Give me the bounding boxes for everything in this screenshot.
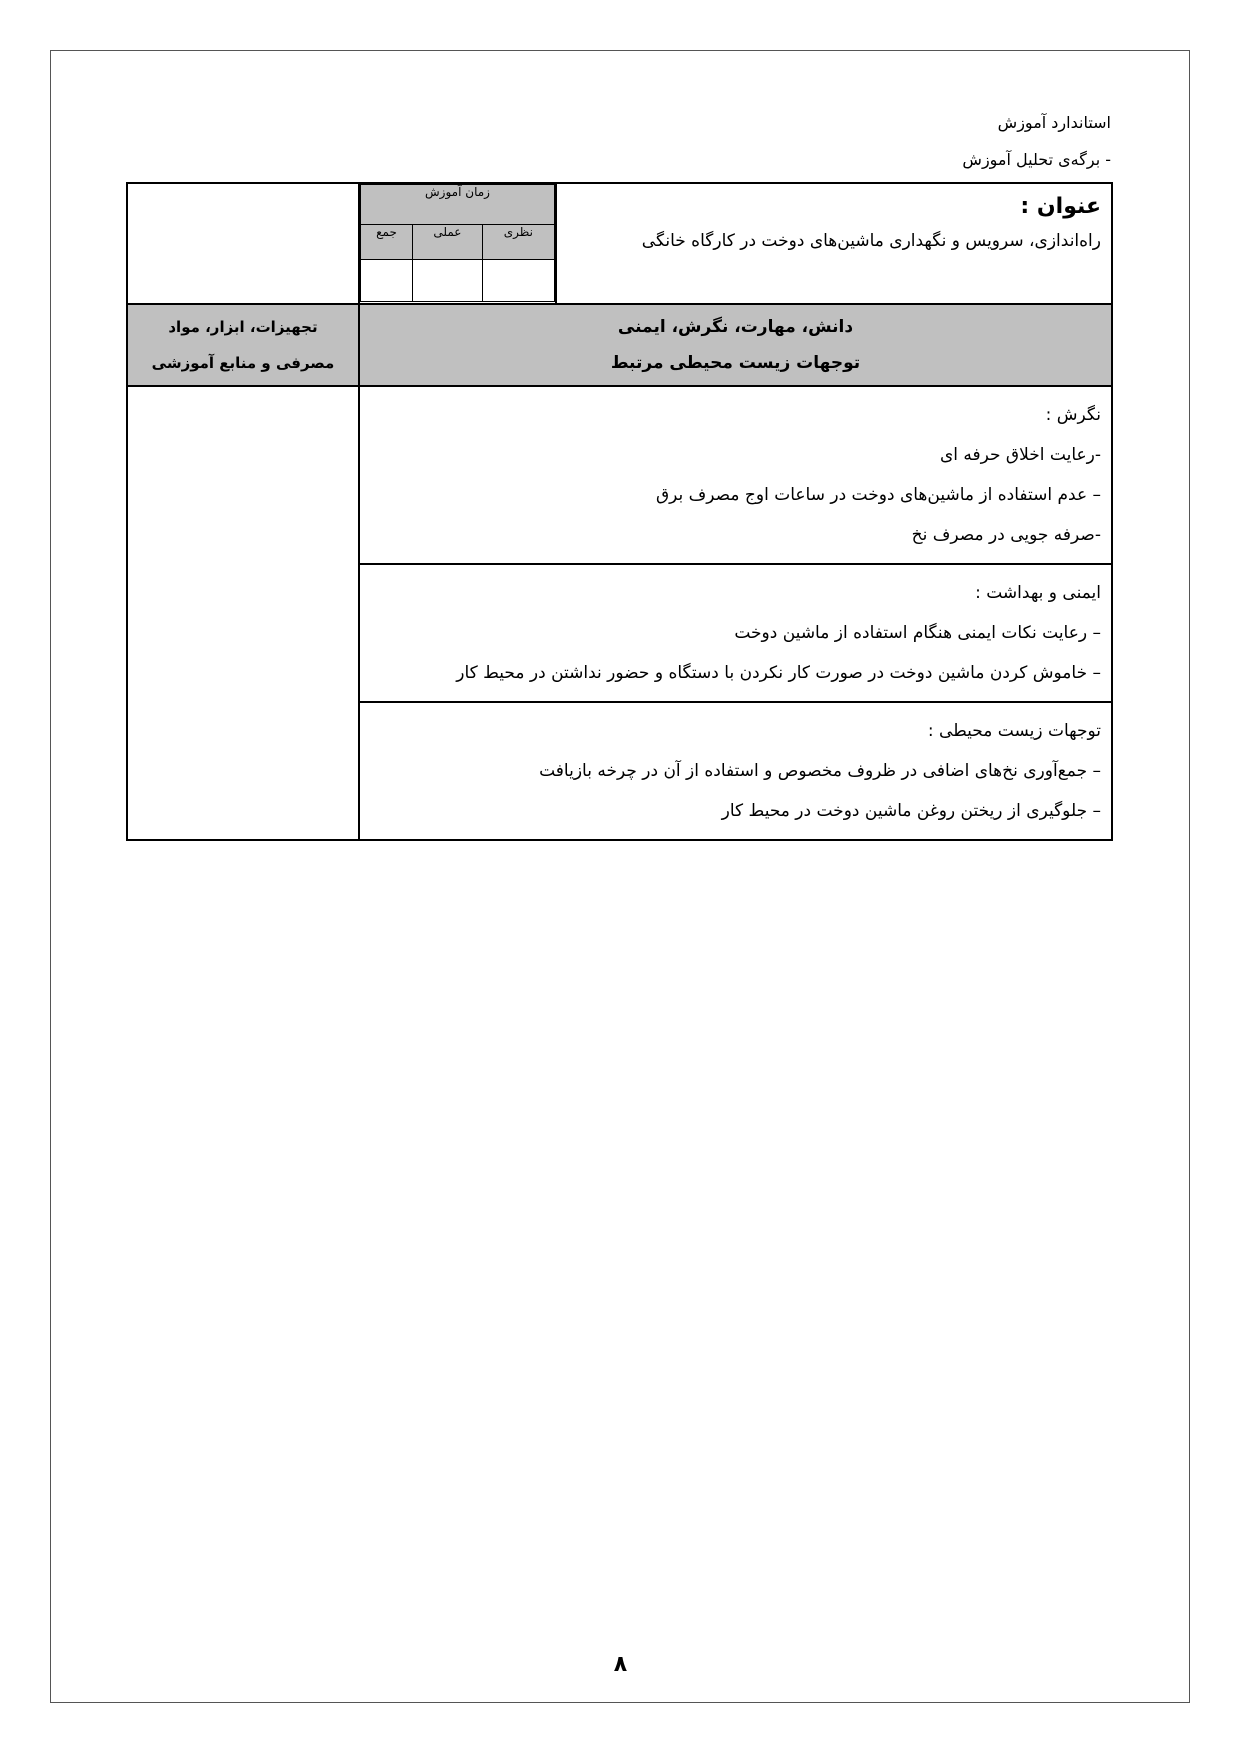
total-label: جمع	[361, 225, 413, 260]
list-item: -رعایت اخلاق حرفه ای	[939, 445, 1101, 465]
list-item: – جلوگیری از ریختن روغن ماشین دوخت در محیط کار	[721, 801, 1101, 821]
section-title: ایمنی و بهداشت :	[975, 583, 1101, 603]
page-number: ۸	[613, 1652, 628, 1677]
list-item: – جمع‌آوری نخ‌های اضافی در ظروف مخصوص و استفاده از آن در چرخه بازیافت	[539, 761, 1101, 781]
main-header-line1: دانش، مهارت، نگرش، ایمنی	[617, 317, 854, 337]
analysis-table	[126, 182, 1113, 841]
theory-value	[482, 260, 554, 302]
section-environment	[359, 702, 1112, 840]
section-attitude	[359, 386, 1112, 564]
list-item: – خاموش کردن ماشین دوخت در صورت کار نکردن با دستگاه و حضور نداشتن در محیط کار	[456, 663, 1101, 683]
side-header-line1: تجهیزات، ابزار، مواد	[168, 318, 318, 336]
section-title: نگرش :	[1045, 405, 1101, 425]
practical-value	[413, 260, 483, 302]
main-header	[359, 304, 1112, 386]
equipment-cell	[127, 386, 359, 840]
header-sheet: - برگه‌ی تحلیل آموزش	[962, 150, 1111, 169]
section-safety	[359, 564, 1112, 702]
training-time-cell	[359, 183, 556, 304]
list-item: – عدم استفاده از ماشین‌های دوخت در ساعات اوج مصرف برق	[655, 485, 1101, 505]
side-header-line2: مصرفی و منابع آموزشی	[151, 354, 335, 372]
title-label: عنوان :	[1020, 194, 1101, 219]
practical-label: عملی	[413, 225, 483, 260]
theory-label: نظری	[482, 225, 554, 260]
list-item: – رعایت نکات ایمنی هنگام استفاده از ماشین دوخت	[734, 623, 1101, 643]
main-header-line2: توجهات زیست محیطی مرتبط	[610, 353, 861, 373]
training-time-label: زمان آموزش	[361, 185, 555, 225]
title-cell	[556, 183, 1112, 304]
total-value	[361, 260, 413, 302]
header-standard: استاندارد آموزش	[997, 113, 1111, 132]
section-title: توجهات زیست محیطی :	[927, 721, 1101, 741]
title-text: راه‌اندازی، سرویس و نگهداری ماشین‌های دوخت در کارگاه خانگی	[641, 231, 1101, 251]
side-header	[127, 304, 359, 386]
list-item: -صرفه جویی در مصرف نخ	[911, 525, 1101, 545]
empty-cell	[127, 183, 359, 304]
